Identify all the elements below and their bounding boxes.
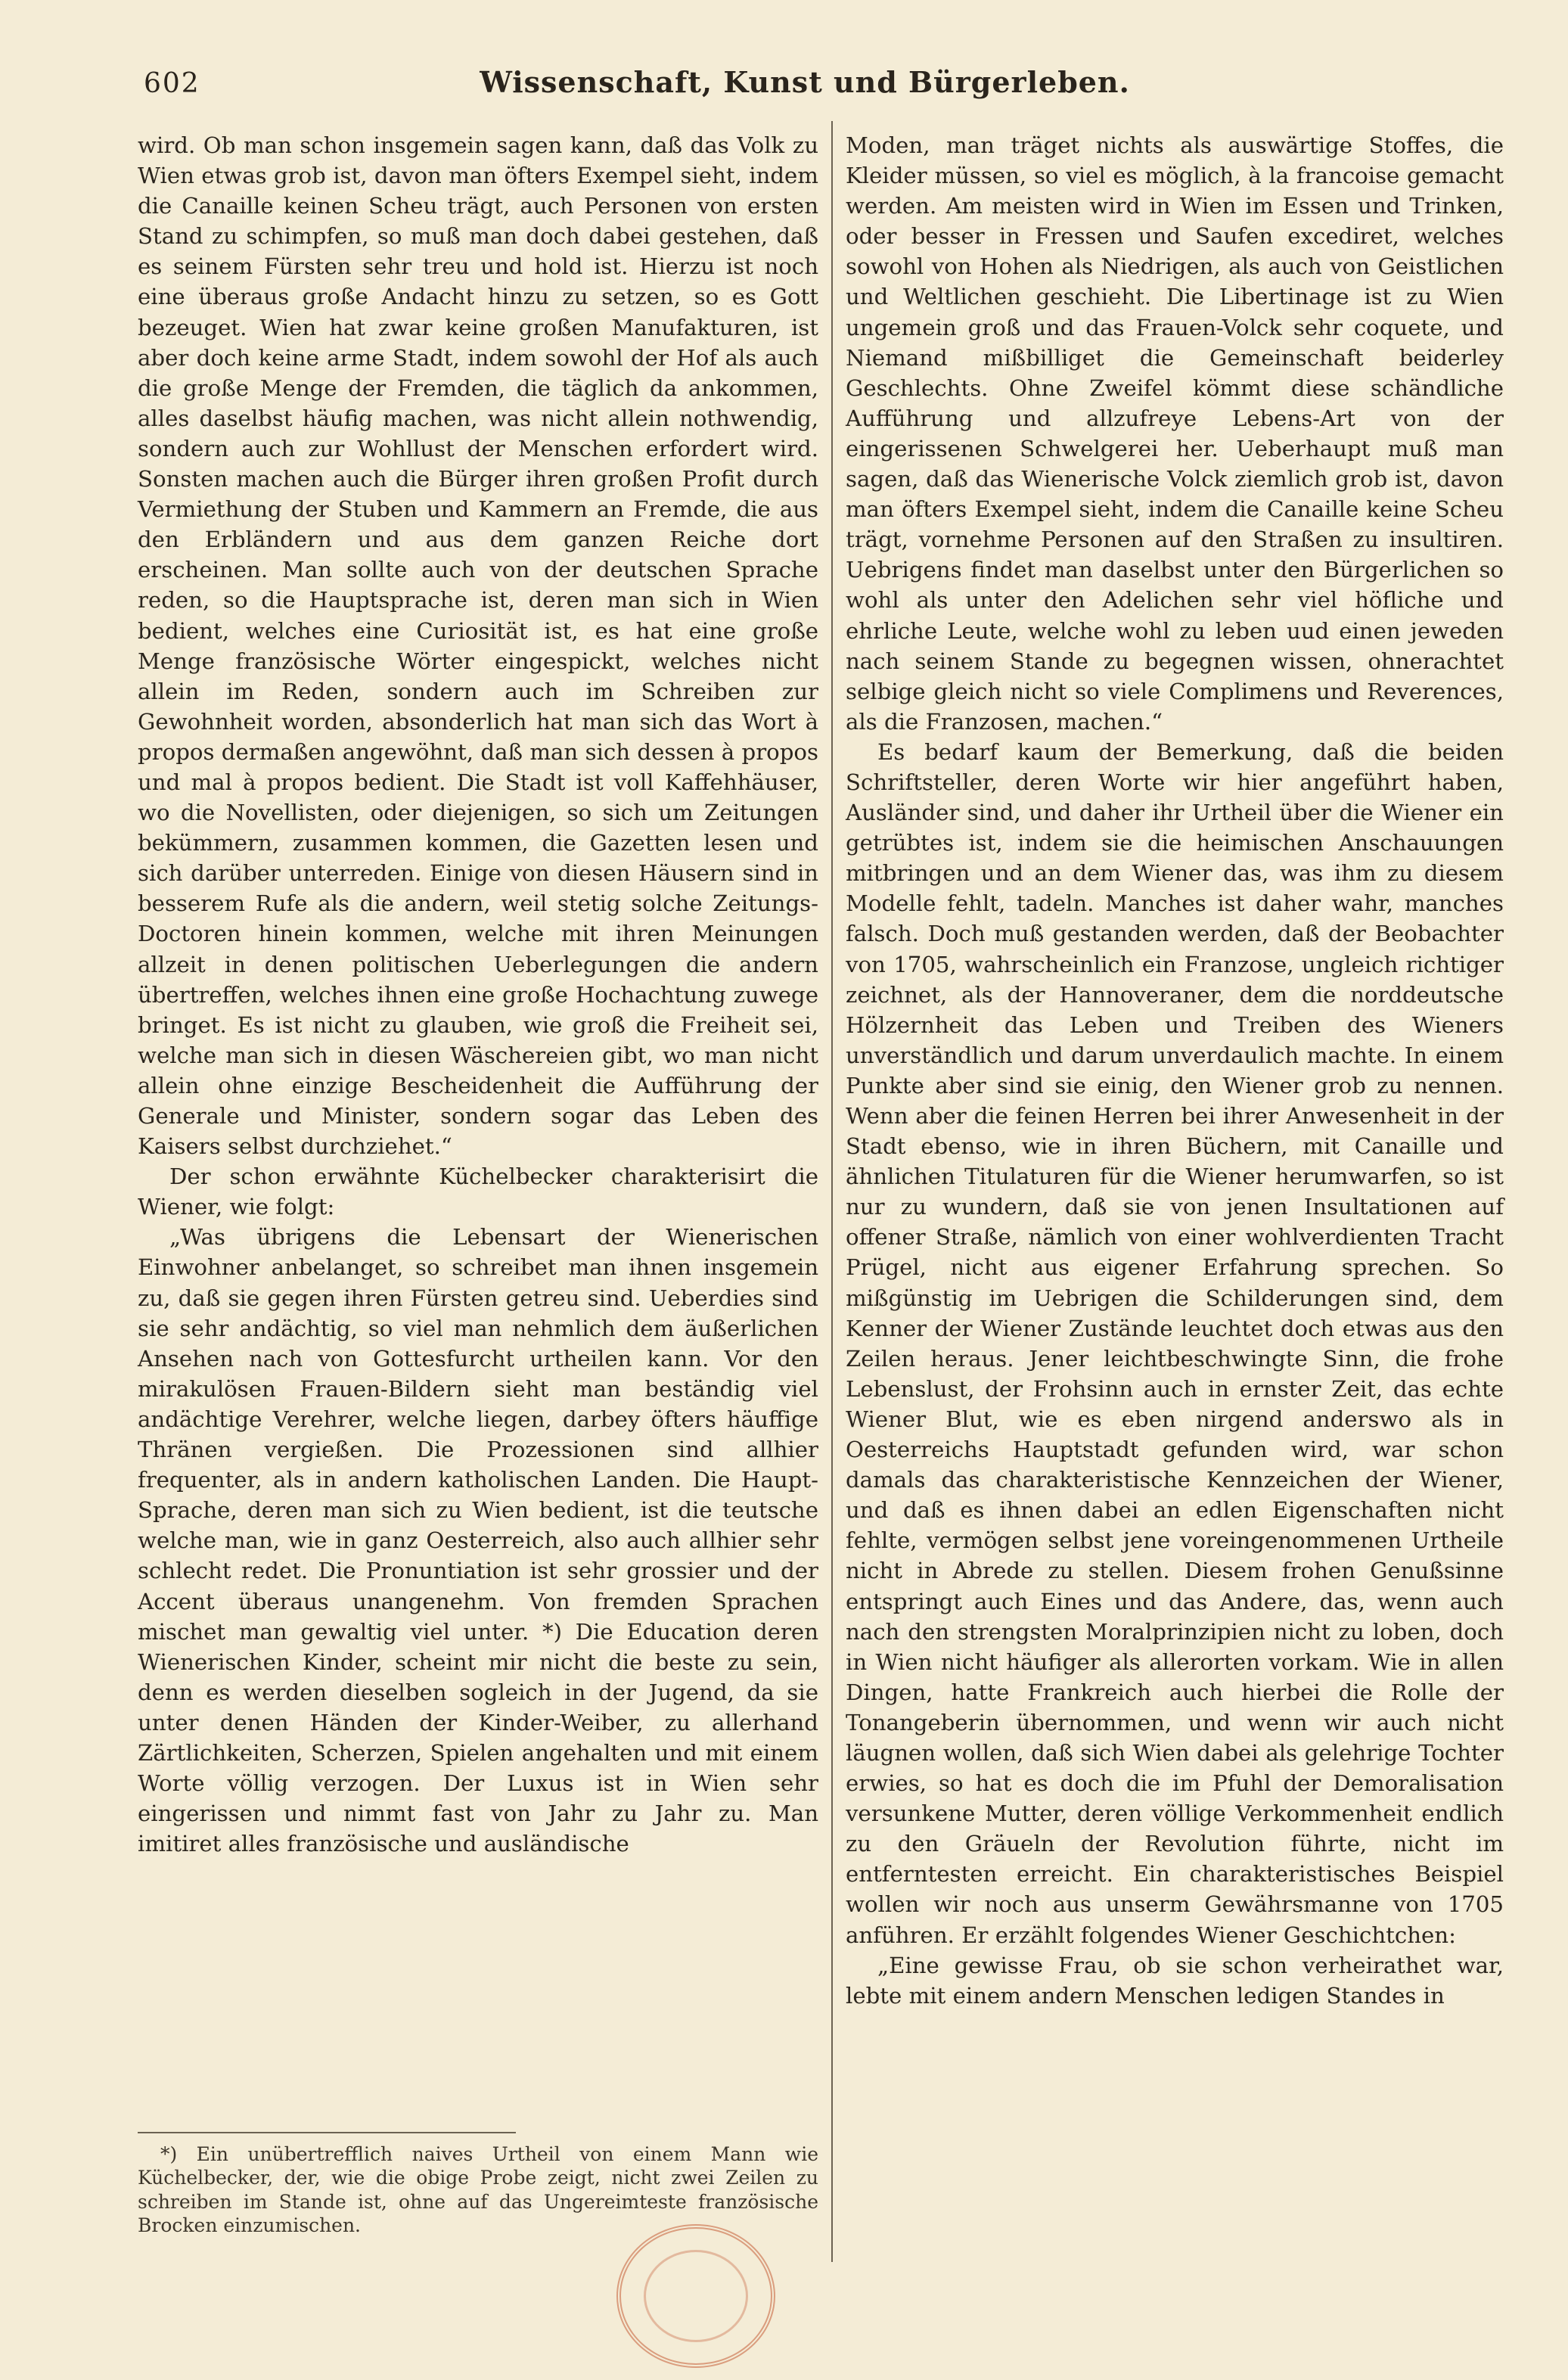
footnote: *) Ein unübertrefflich naives Urtheil von einem Mann wie Küchelbecker, der, wie die obige Probe zeigt, nicht zwei Zeilen zu schreiben im Stande ist, ohne auf das Ungereimteste französische Brocken einzumischen. (138, 2143, 818, 2236)
paragraph: „Was übrigens die Lebensart der Wienerischen Einwohner anbelanget, so schreibet man ihnen insgemein zu, daß sie gegen ihren Fürsten getreu sind. Ueberdies sind sie sehr andächtig, so viel man nehmlich dem äußerlichen Ansehen nach von Gottesfurcht urtheilen kann. Vor den mirakulösen Frauen-Bildern sieht man beständig viel andächtige Verehrer, welche liegen, darbey öfters häuffige Thränen vergießen. Die Prozessionen sind allhier frequenter, als in andern katholischen Landen. Die Haupt-Sprache, deren man sich zu Wien bedient, ist die teutsche welche man, wie in ganz Oesterreich, also auch allhier sehr schlecht redet. Die Pronuntiation ist sehr grossier und der Accent überaus unangenehm. Von fremden Sprachen mischet man gewaltig viel unter. *) Die Education deren Wienerischen Kinder, scheint mir nicht die beste zu sein, denn es werden dieselben sogleich in der Jugend, da sie unter denen Händen der Kinder-Weiber, zu allerhand Zärtlichkeiten, Scherzen, Spielen angehalten und mit einem Worte völlig verzogen. Der Luxus ist in Wien sehr eingerissen und nimmt fast von Jahr zu Jahr zu. Man imitiret alles französische und ausländische (138, 1224, 818, 1857)
running-title: Wissenschaft, Kunst und Bürgerleben. (480, 65, 1130, 99)
left-column (138, 130, 818, 1859)
paragraph: Es bedarf kaum der Bemerkung, daß die beiden Schriftsteller, deren Worte wir hier angeführt haben, Ausländer sind, und daher ihr Urtheil über die Wiener ein getrübtes ist, indem sie die heimischen Anschauungen mitbringen und an dem Wiener das, was ihm zu diesem Modelle fehlt, tadeln. Manches ist daher wahr, manches falsch. Doch muß gestanden werden, daß der Beobachter von 1705, wahrscheinlich ein Franzose, ungleich richtiger zeichnet, als der Hannoveraner, dem die norddeutsche Hölzernheit das Leben und Treiben des Wieners unverständlich und darum unverdaulich machte. In einem Punkte aber sind sie einig, den Wiener grob zu nennen. Wenn aber die feinen Herren bei ihrer Anwesenheit in der Stadt ebenso, wie in ihren Büchern, mit Canaille und ähnlichen Titulaturen für die Wiener herumwarfen, so ist nur zu wundern, daß sie von jenen Insultationen auf offener Straße, nämlich von einer wohlverdienten Tracht Prügel, nicht aus eigener Erfahrung sprechen. So mißgünstig im Uebrigen die Schilderungen sind, dem Kenner der Wiener Zustände leuchtet doch etwas aus den Zeilen heraus. Jener leichtbeschwingte Sinn, die frohe Lebenslust, der Frohsinn auch in ernster Zeit, das echte Wiener Blut, wie es eben nirgend anderswo als in Oesterreichs Hauptstadt gefunden wird, war schon damals das charakteristische Kennzeichen der Wiener, und daß es ihnen dabei an edlen Eigenschaften nicht fehlte, vermögen selbst jene voreingenommenen Urtheile nicht in Abrede zu stellen. Diesem frohen Genußsinne entspringt auch Eines und das Andere, das, wenn auch nach den strengsten Moralprinzipien nicht zu loben, doch in Wien nicht häufiger als allerorten vorkam. Wie in allen Dingen, hatte Frankreich auch hierbei die Rolle der Tonangeberin übernommen, und wenn wir auch nicht läugnen wollen, daß sich Wien dabei als gelehrige Tochter erwies, so hat es doch die im Pfuhl der Demoralisation versunkene Mutter, deren völlige Verkommenheit endlich zu den Gräueln der Revolution führte, nicht im entferntesten erreicht. Ein charakteristisches Beispiel wollen wir noch aus unserm Gewährsmanne von 1705 anführen. Er erzählt folgendes Wiener Geschichtchen: (846, 738, 1504, 1948)
library-stamp-icon (616, 2224, 775, 2368)
footnote-divider (138, 2132, 516, 2133)
column-divider (831, 121, 833, 2262)
right-column (846, 130, 1504, 2011)
page-header (144, 54, 1466, 107)
page-number: 602 (144, 68, 200, 99)
paragraph: „Eine gewisse Frau, ob sie schon verheirathet war, lebte mit einem andern Menschen ledigen Standes in (846, 1952, 1504, 2009)
paragraph: Der schon erwähnte Küchelbecker charakterisirt die Wiener, wie folgt: (138, 1164, 818, 1220)
paragraph: wird. Ob man schon insgemein sagen kann, daß das Volk zu Wien etwas grob ist, davon man öfters Exempel sieht, indem die Canaille keinen Scheu trägt, auch Personen von ersten Stand zu schimpfen, so muß man doch dabei gestehen, daß es seinem Fürsten sehr treu und hold ist. Hierzu ist noch eine überaus große Andacht hinzu zu setzen, so es Gott bezeuget. Wien hat zwar keine großen Manufakturen, ist aber doch keine arme Stadt, indem sowohl der Hof als auch die große Menge der Fremden, die täglich da ankommen, alles daselbst häufig machen, was nicht allein nothwendig, sondern auch zur Wohllust der Menschen erfordert wird. Sonsten machen auch die Bürger ihren großen Profit durch Vermiethung der Stuben und Kammern an Fremde, die aus den Erbländern und aus dem ganzen Reiche dort erscheinen. Man sollte auch von der deutschen Sprache reden, so die Hauptsprache ist, deren man sich in Wien bedient, welches eine Curiosität ist, es hat eine große Menge französische Wörter eingespickt, welches nicht allein im Reden, sondern auch im Schreiben zur Gewohnheit worden, absonderlich hat man sich das Wort à propos dermaßen angewöhnt, daß man sich dessen à propos und mal à propos bedient. Die Stadt ist voll Kaffehhäuser, wo die Novellisten, oder diejenigen, so sich um Zeitungen bekümmern, zusammen kommen, die Gazetten lesen und sich darüber unterreden. Einige von diesen Häusern sind in besserem Rufe als die andern, weil stetig solche Zeitungs-Doctoren hinein kommen, welche mit ihren Meinungen allzeit in denen politischen Ueberlegungen die andern übertreffen, welches ihnen eine große Hochachtung zuwege bringet. Es ist nicht zu glauben, wie groß die Freiheit sei, welche man sich in diesen Wäschereien gibt, wo man nicht allein ohne einzige Bescheidenheit die Aufführung der Generale und Minister, sondern sogar das Leben des Kaisers selbst durchziehet.“ (138, 132, 818, 1160)
paragraph: Moden, man träget nichts als auswärtige Stoffes, die Kleider müssen, so viel es möglich, à la francoise gemacht werden. Am meisten wird in Wien im Essen und Trinken, oder besser in Fressen und Saufen excediret, welches sowohl von Hohen als Niedrigen, als auch von Geistlichen und Weltlichen geschieht. Die Libertinage ist zu Wien ungemein groß und das Frauen-Volck sehr coquete, und Niemand mißbilliget die Gemeinschaft beiderley Geschlechts. Ohne Zweifel kömmt diese schändliche Aufführung und allzufreye Lebens-Art von der eingerissenen Schwelgerei her. Ueberhaupt muß man sagen, daß das Wienerische Volck ziemlich grob ist, davon man öfters Exempel sieht, indem die Canaille keine Scheu trägt, vornehme Personen auf den Straßen zu insultiren. Uebrigens findet man daselbst unter den Bürgerlichen so wohl als unter den Adelichen sehr viel höfliche und ehrliche Leute, welche wohl zu leben uud einen jeweden nach seinem Stande zu begegnen wissen, ohnerachtet selbige gleich nicht so viele Complimens und Reverences, als die Franzosen, machen.“ (846, 132, 1504, 735)
